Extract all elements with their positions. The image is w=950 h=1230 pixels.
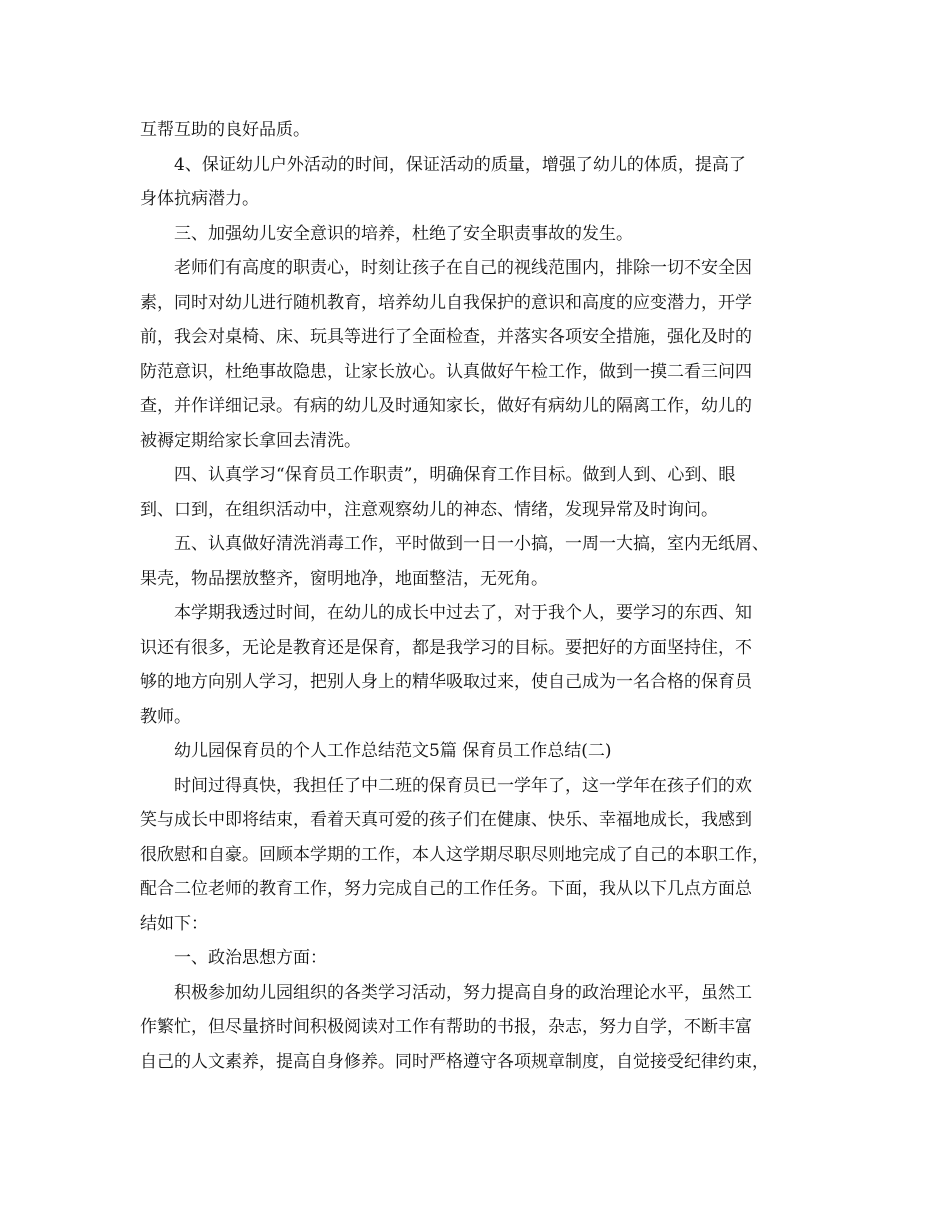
text-line: 很欣慰和自豪。回顾本学期的工作，本人这学期尽职尽则地完成了自己的本职工作， <box>140 844 769 865</box>
text-line: 配合二位老师的教育工作，努力完成自己的工作任务。下面，我从以下几点方面总 <box>140 879 752 899</box>
text-line: 查，并作详细记录。有病的幼儿及时通知家长，做好有病幼儿的隔离工作，幼儿的 <box>140 396 752 416</box>
article-subtitle: 幼儿园保育员的个人工作总结范文5篇 保育员工作总结(二) <box>174 741 612 761</box>
text-line: 防范意识，杜绝事故隐患，让家长放心。认真做好午检工作，做到一摸二看三问四 <box>140 361 752 382</box>
text-line: 作繁忙，但尽量挤时间积极阅读对工作有帮助的书报，杂志，努力自学，不断丰富 <box>140 1017 752 1037</box>
text-line: 本学期我透过时间，在幼儿的成长中过去了，对于我个人，要学习的东西、知 <box>174 603 752 623</box>
text-line: 够的地方向别人学习，把别人身上的精华吸取过来，使自己成为一名合格的保育员 <box>140 672 752 692</box>
section-heading: 四、认真学习“保育员工作职责”，明确保育工作目标。做到人到、心到、眼 <box>174 465 736 485</box>
text-line: 结如下： <box>140 913 208 934</box>
text-line: 到、口到，在组织活动中，注意观察幼儿的神态、情绪，发现异常及时询问。 <box>140 499 718 520</box>
document-body <box>140 113 810 1079</box>
text-line: 身体抗病潜力。 <box>140 189 259 209</box>
text-line: 前，我会对桌椅、床、玩具等进行了全面检查，并落实各项安全措施，强化及时的 <box>140 327 752 347</box>
text-line: 时间过得真快，我担任了中二班的保育员已一学年了，这一学年在孩子们的欢 <box>174 775 752 796</box>
text-line: 4、保证幼儿户外活动的时间，保证活动的质量，增强了幼儿的体质，提高了 <box>174 154 746 175</box>
text-line: 果壳，物品摆放整齐，窗明地净，地面整洁，无死角。 <box>140 568 548 589</box>
text-line: 笑与成长中即将结束，看着天真可爱的孩子们在健康、快乐、幸福地成长，我感到 <box>140 810 752 830</box>
text-line: 积极参加幼儿园组织的各类学习活动，努力提高自身的政治理论水平，虽然工 <box>174 982 752 1003</box>
text-line: 互帮互助的良好品质。 <box>140 120 310 140</box>
section-heading: 五、认真做好清洗消毒工作，平时做到一日一小搞，一周一大搞，室内无纸屑、 <box>174 534 769 554</box>
text-line: 老师们有高度的职责心，时刻让孩子在自己的视线范围内，排除一切不安全因 <box>174 258 752 278</box>
text-line: 识还有很多，无论是教育还是保育，都是我学习的目标。要把好的方面坚持住，不 <box>140 637 752 658</box>
section-heading: 三、加强幼儿安全意识的培养，杜绝了安全职责事故的发生。 <box>174 223 633 244</box>
text-line: 被褥定期给家长拿回去清洗。 <box>140 430 361 451</box>
text-line: 教师。 <box>140 706 191 727</box>
text-line: 素，同时对幼儿进行随机教育，培养幼儿自我保护的意识和高度的应变潜力，开学 <box>140 292 752 313</box>
section-heading: 一、政治思想方面： <box>174 948 327 968</box>
text-line: 自己的人文素养，提高自身修养。同时严格遵守各项规章制度，自觉接受纪律约束， <box>140 1051 769 1072</box>
